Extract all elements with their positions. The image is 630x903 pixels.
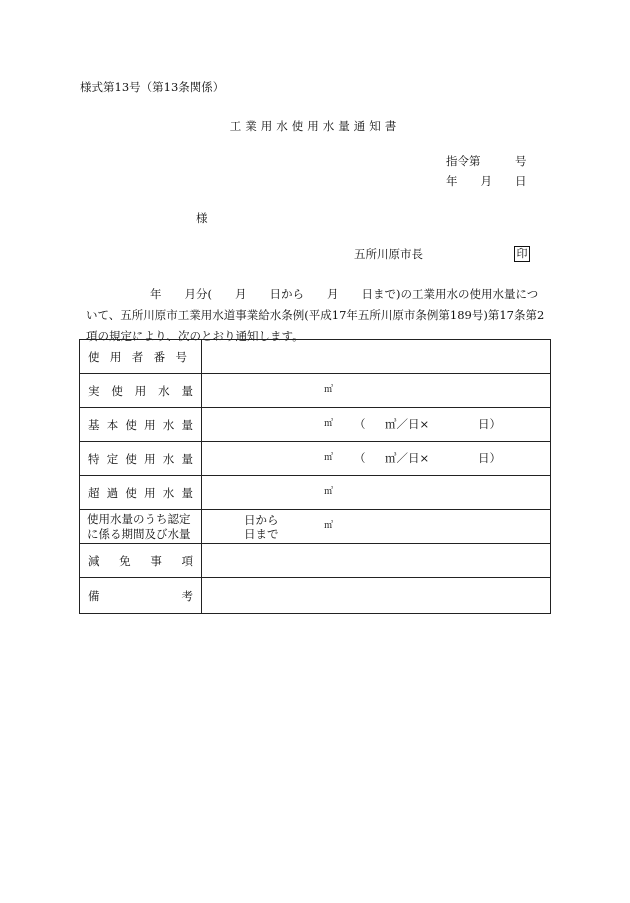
label-char: 号 bbox=[175, 349, 187, 364]
usage-table bbox=[79, 339, 551, 614]
period-from: 日から bbox=[244, 513, 279, 527]
label-char: 水 bbox=[162, 417, 175, 432]
label-char: 基 bbox=[88, 417, 100, 432]
label-char: 量 bbox=[181, 383, 193, 398]
label-line-1: 使用水量のうち認定 bbox=[87, 511, 191, 526]
remarks-cell[interactable] bbox=[202, 578, 551, 614]
user-number-cell[interactable] bbox=[202, 340, 551, 374]
label-char: 使 bbox=[125, 417, 137, 432]
row-label-excess-usage bbox=[80, 476, 202, 510]
base-usage-cell[interactable] bbox=[202, 408, 551, 442]
period-range bbox=[244, 513, 279, 541]
row-label-user-number bbox=[80, 340, 202, 374]
per-day-unit: ㎥／日× bbox=[385, 417, 430, 431]
label-char: 量 bbox=[181, 451, 193, 466]
paren-open: （ bbox=[354, 417, 366, 431]
label-char: 免 bbox=[119, 553, 131, 568]
specified-usage-cell[interactable] bbox=[202, 442, 551, 476]
label-char: 用 bbox=[144, 451, 156, 466]
label-char: 本 bbox=[106, 417, 119, 432]
table-row bbox=[80, 340, 551, 374]
table-row bbox=[80, 476, 551, 510]
excess-usage-cell[interactable] bbox=[202, 476, 551, 510]
row-label-remarks bbox=[80, 578, 202, 614]
exemption-cell[interactable] bbox=[202, 544, 551, 578]
label-char: 減 bbox=[88, 553, 100, 568]
form-number: 様式第13号（第13条関係） bbox=[80, 80, 225, 94]
label-char: 過 bbox=[106, 485, 119, 500]
label-char: 量 bbox=[181, 485, 193, 500]
row-label-specified-usage bbox=[80, 442, 202, 476]
day-close: 日） bbox=[478, 417, 501, 431]
label-char: 事 bbox=[150, 553, 162, 568]
notice-body bbox=[80, 284, 556, 347]
table-row bbox=[80, 374, 551, 408]
issuer: 五所川原市長 bbox=[354, 247, 423, 261]
label-char: 実 bbox=[88, 383, 100, 398]
label-char: 用 bbox=[144, 417, 156, 432]
label-char: 特 bbox=[88, 451, 100, 466]
body-line-2: いて、五所川原市工業用水道事業給水条例(平成17年五所川原市条例第189号)第17条第2 bbox=[86, 308, 545, 322]
paren-open: （ bbox=[354, 451, 366, 465]
addressee: 様 bbox=[196, 211, 208, 225]
label-char: 備 bbox=[88, 588, 100, 603]
row-label-base-usage bbox=[80, 408, 202, 442]
label-char: 使 bbox=[111, 383, 123, 398]
unit-m3: ㎥ bbox=[324, 521, 334, 531]
actual-usage-cell[interactable] bbox=[202, 374, 551, 408]
table-row bbox=[80, 408, 551, 442]
unit-m3: ㎥ bbox=[324, 385, 334, 395]
seal-mark: 印 bbox=[514, 246, 530, 262]
unit-m3: ㎥ bbox=[324, 419, 334, 429]
approved-period-cell[interactable] bbox=[202, 510, 551, 544]
document-title: 工業用水使用水量通知書 bbox=[229, 119, 401, 133]
label-char: 使 bbox=[125, 485, 137, 500]
unit-m3: ㎥ bbox=[324, 487, 334, 497]
label-char: 用 bbox=[109, 349, 122, 364]
per-day-unit: ㎥／日× bbox=[385, 451, 430, 465]
body-line-1: 年 月分( 月 日から 月 日まで)の工業用水の使用水量につ bbox=[150, 287, 539, 301]
label-char: 水 bbox=[162, 451, 175, 466]
table-row bbox=[80, 578, 551, 614]
label-char: 使 bbox=[125, 451, 137, 466]
notice-number: 指令第 号 bbox=[446, 154, 527, 168]
table-row bbox=[80, 442, 551, 476]
row-label-actual-usage bbox=[80, 374, 202, 408]
label-char: 量 bbox=[181, 417, 193, 432]
label-char: 超 bbox=[88, 485, 100, 500]
period-to: 日まで bbox=[244, 527, 279, 541]
unit-m3: ㎥ bbox=[324, 453, 334, 463]
label-char: 者 bbox=[131, 349, 144, 364]
notice-date: 年 月 日 bbox=[446, 174, 527, 188]
label-char: 用 bbox=[134, 383, 147, 398]
label-char: 考 bbox=[181, 588, 193, 603]
day-close: 日） bbox=[478, 451, 501, 465]
label-char: 項 bbox=[181, 553, 193, 568]
body-line-3: 項の規定により、次のとおり通知します。 bbox=[86, 329, 304, 343]
row-label-exemption bbox=[80, 544, 202, 578]
label-char: 使 bbox=[88, 349, 100, 364]
table-row bbox=[80, 510, 551, 544]
label-char: 用 bbox=[144, 485, 156, 500]
label-char: 定 bbox=[106, 451, 119, 466]
label-char: 番 bbox=[153, 349, 166, 364]
table-row bbox=[80, 544, 551, 578]
label-line-2: に係る期間及び水量 bbox=[87, 526, 191, 541]
label-char: 水 bbox=[158, 383, 170, 398]
label-char: 水 bbox=[162, 485, 175, 500]
row-label-approved-period bbox=[80, 510, 202, 544]
